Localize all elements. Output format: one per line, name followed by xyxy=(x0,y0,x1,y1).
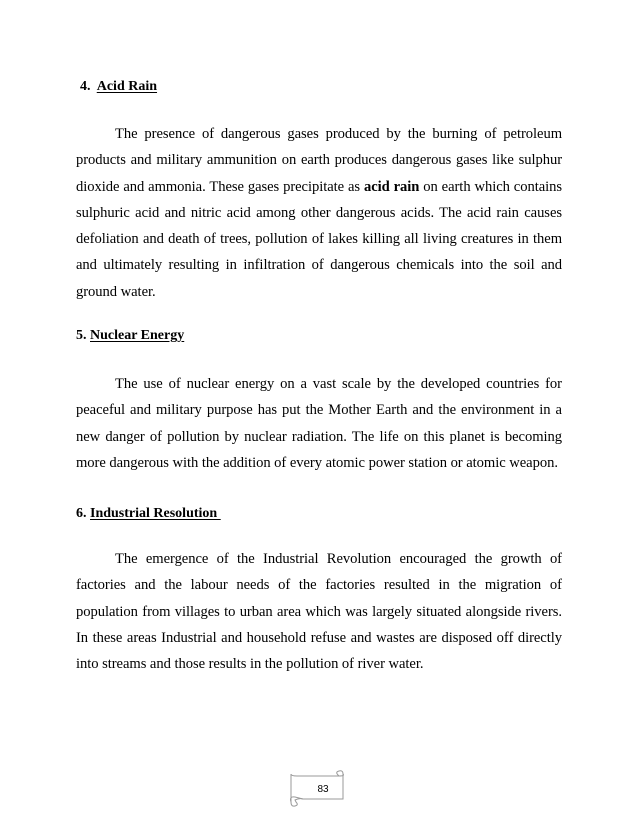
emphasis-acid-rain: acid rain xyxy=(363,178,420,195)
section-number: 6. xyxy=(76,506,87,521)
section-paragraph-nuclear-energy: The use of nuclear energy on a vast scale by the developed countries for peaceful and military purpose has put the Mother Earth and the environment in a new danger of pollution by nuclear radiation. The life on this planet is becoming more dangerous with the addition of every atomic power station or atomic weapon. xyxy=(76,376,562,471)
page-number: 83 xyxy=(317,784,329,795)
section-number: 5. xyxy=(76,328,87,343)
section-paragraph-acid-rain xyxy=(76,121,562,305)
section-title: Nuclear Energy xyxy=(90,328,185,343)
paragraph-text: on earth which contains sulphuric acid and nitric acid among other dangerous acids. The acid rain causes defoliation and death of trees, pollution of lakes killing all living creatures in them and ultimately resulting in infiltration of dangerous chemicals into the soil and ground water. xyxy=(76,178,563,300)
page-footer xyxy=(283,766,349,808)
section-heading-nuclear-energy xyxy=(76,327,184,345)
section-heading-industrial-resolution xyxy=(76,505,221,523)
section-paragraph-industrial-resolution: The emergence of the Industrial Revolution encouraged the growth of factories and the labour needs of the factories resulted in the migration of population from villages to urban area which was largely situated alongside rivers. In these areas Industrial and household refuse and wastes are disposed off directly into streams and those results in the pollution of river water. xyxy=(76,551,562,673)
section-heading-acid-rain xyxy=(80,78,157,96)
section-number: 4. xyxy=(80,79,91,94)
section-title: Acid Rain xyxy=(96,79,158,94)
paragraph-text: The presence of dangerous gases produced by the burning of petroleum products and military ammunition on earth produces dangerous gases like sulphur dioxide and ammonia. These gases precipitate as xyxy=(76,126,562,195)
section-title: Industrial Resolution xyxy=(90,506,221,521)
